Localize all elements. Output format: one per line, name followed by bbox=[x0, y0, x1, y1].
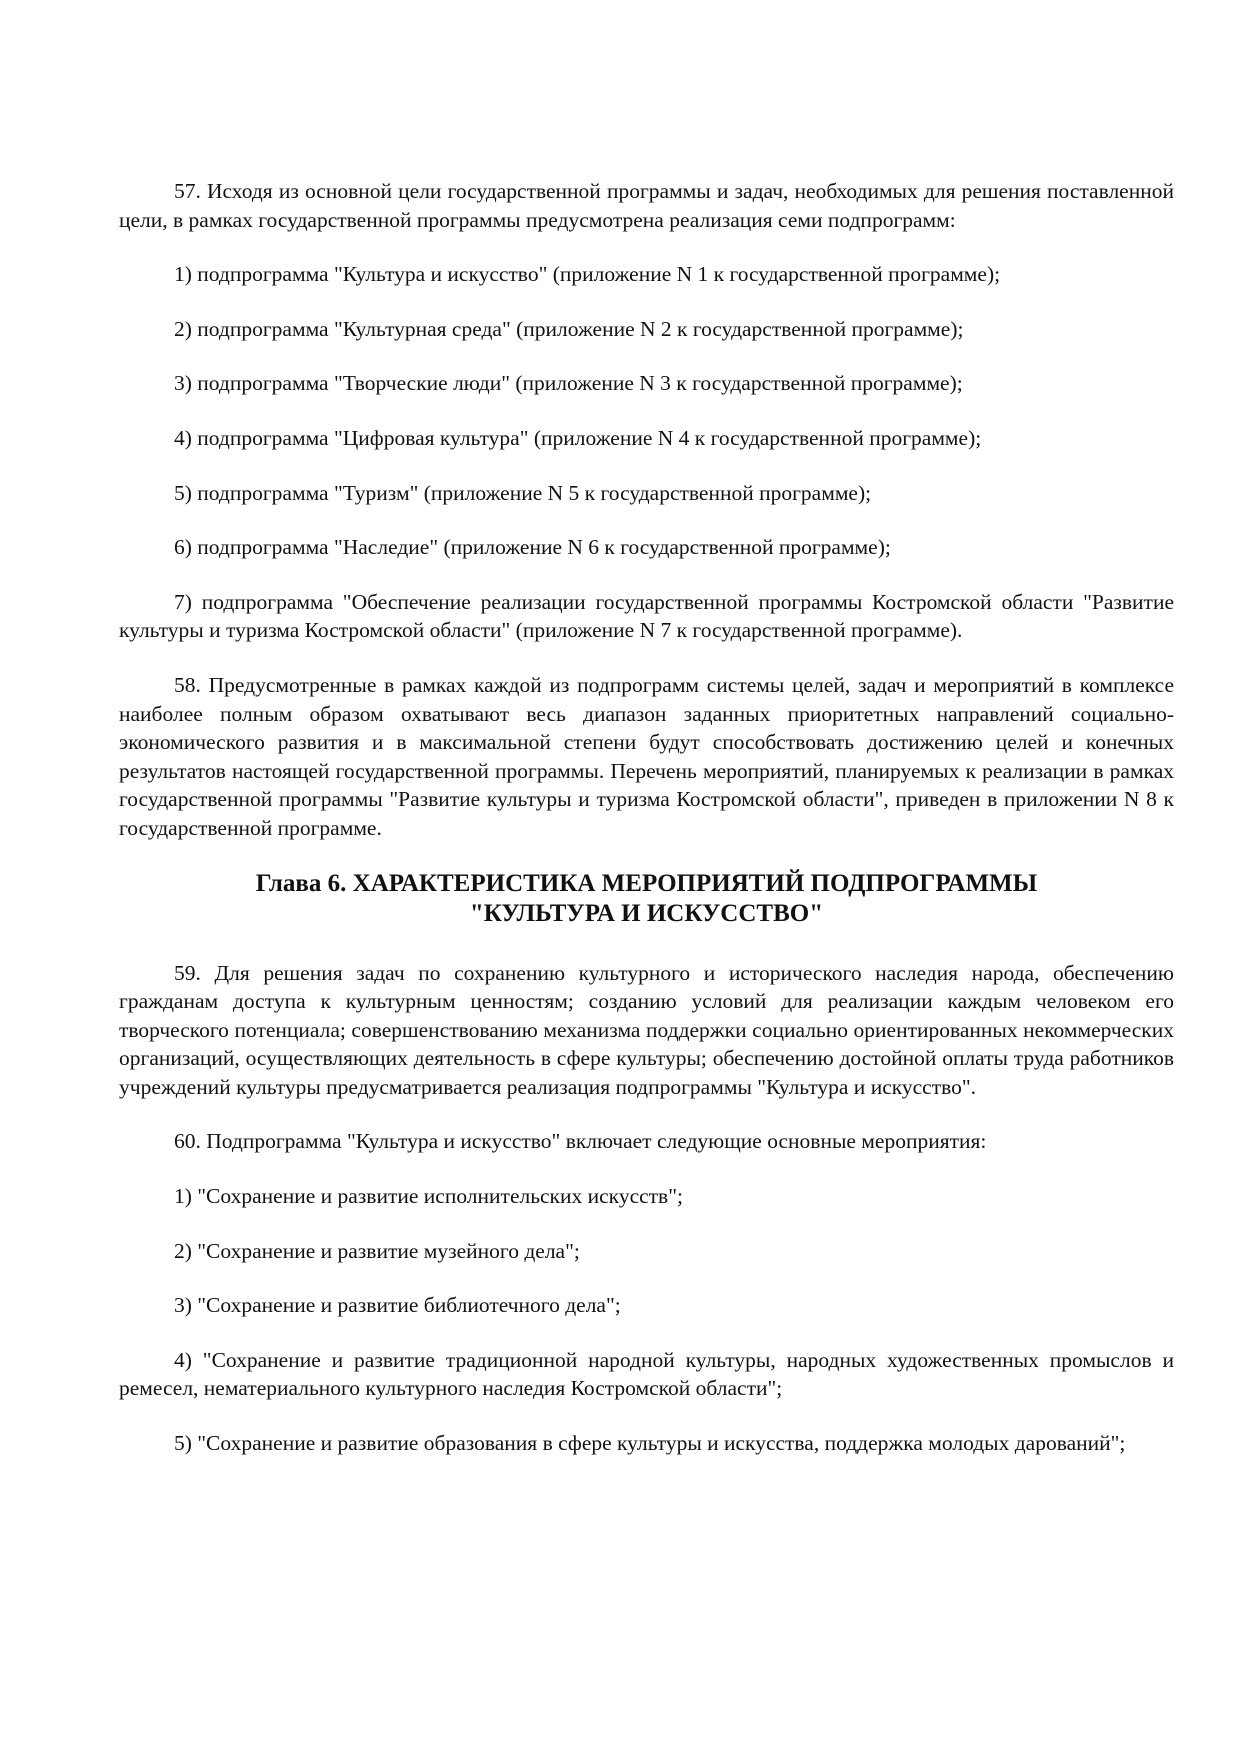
subprogram-item-2: 2) подпрограмма "Культурная среда" (приложение N 2 к государственной программе); bbox=[174, 316, 964, 341]
subprogram-item-5: 5) подпрограмма "Туризм" (приложение N 5 к государственной программе); bbox=[174, 480, 872, 505]
subprogram-item-7: 7) подпрограмма "Обеспечение реализации государственной программы Костромской области "Развитие культуры и туризма Костромской области" (приложение N 7 к государственной программе). bbox=[119, 589, 1174, 643]
chapter-heading-line-2: "КУЛЬТУРА И ИСКУССТВО" bbox=[469, 899, 824, 927]
subprogram-item-6: 6) подпрограмма "Наследие" (приложение N 6 к государственной программе); bbox=[174, 535, 891, 560]
document-page bbox=[119, 177, 1174, 1484]
paragraph-57: 57. Исходя из основной цели государственной программы и задач, необходимых для решения поставленной цели, в рамках государственной программы предусмотрена реализация семи подпрограмм: bbox=[119, 179, 1174, 232]
chapter-heading bbox=[119, 869, 1174, 929]
activity-item-4: 4) "Сохранение и развитие традиционной народной культуры, народных художественных промыслов и ремесел, нематериального культурного наследия Костромской области"; bbox=[119, 1347, 1174, 1401]
subprogram-item-3: 3) подпрограмма "Творческие люди" (приложение N 3 к государственной программе); bbox=[174, 371, 963, 396]
activity-item-3: 3) "Сохранение и развитие библиотечного дела"; bbox=[174, 1293, 621, 1318]
paragraph-59: 59. Для решения задач по сохранению культурного и исторического наследия народа, обеспечению гражданам доступа к культурным ценностям; созданию условий для реализации каждым человеком его творческого потенциала; совершенствованию механизма поддержки социально ориентированных некоммерческих организаций, осуществляющих деятельность в сфере культуры; обеспечению достойной оплаты труда работников учреждений культуры предусматривается реализация подпрограммы "Культура и искусство". bbox=[119, 960, 1174, 1099]
chapter-heading-line-1: Глава 6. ХАРАКТЕРИСТИКА МЕРОПРИЯТИЙ ПОДПРОГРАММЫ bbox=[255, 869, 1038, 897]
activity-item-1: 1) "Сохранение и развитие исполнительских искусств"; bbox=[174, 1184, 683, 1209]
activity-item-2: 2) "Сохранение и развитие музейного дела"; bbox=[174, 1238, 580, 1263]
paragraph-58: 58. Предусмотренные в рамках каждой из подпрограмм системы целей, задач и мероприятий в комплексе наиболее полным образом охватывают весь диапазон заданных приоритетных направлений социально-экономического развития и в максимальной степени будут способствовать достижению целей и конечных результатов настоящей государственной программы. Перечень мероприятий, планируемых к реализации в рамках государственной программы "Развитие культуры и туризма Костромской области", приведен в приложении N 8 к государственной программе. bbox=[119, 672, 1174, 840]
subprogram-item-4: 4) подпрограмма "Цифровая культура" (приложение N 4 к государственной программе); bbox=[174, 425, 982, 450]
paragraph-60: 60. Подпрограмма "Культура и искусство" включает следующие основные мероприятия: bbox=[174, 1129, 987, 1154]
activity-item-5: 5) "Сохранение и развитие образования в сфере культуры и искусства, поддержка молодых дарований"; bbox=[174, 1431, 1126, 1456]
subprogram-item-1: 1) подпрограмма "Культура и искусство" (приложение N 1 к государственной программе); bbox=[174, 262, 1001, 287]
